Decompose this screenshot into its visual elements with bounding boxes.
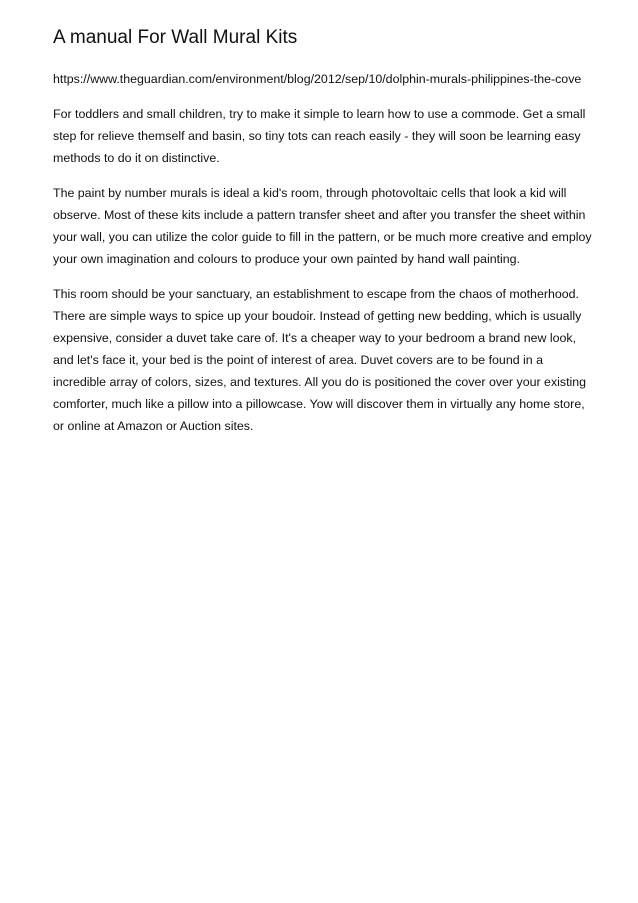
source-url: https://www.theguardian.com/environment/blog/2012/sep/10/dolphin-murals-philippines-the-cove	[53, 72, 582, 86]
paragraph-sanctuary: This room should be your sanctuary, an establishment to escape from the chaos of motherhood. There are simple ways to spice up your boudoir. Instead of getting new bedding, which is usually expensive, consider a duvet take care of. It's a cheaper way to your bedroom a brand new look, and let's face it, your bed is the point of interest of area. Duvet covers are to be found in a incredible array of colors, sizes, and textures. All you do is positioned the cover over your existing comforter, much like a pillow into a pillowcase. Yow will discover them in virtually any home store, or online at Amazon or Auction sites.	[53, 287, 587, 433]
paragraph-toddlers: For toddlers and small children, try to make it simple to learn how to use a commode. Get a small step for relieve themself and basin, so tiny tots can reach easily - they will soon be learning easy methods to do it on distinctive.	[53, 107, 586, 165]
paragraph-paint-by-number: The paint by number murals is ideal a kid's room, through photovoltaic cells that look a kid will observe. Most of these kits include a pattern transfer sheet and after you transfer the sheet within your wall, you can utilize the color guide to fill in the pattern, or be much more creative and employ your own imagination and colours to produce your own painted by hand wall painting.	[53, 186, 592, 266]
document-page	[53, 26, 593, 450]
document-title: A manual For Wall Mural Kits	[53, 27, 298, 48]
